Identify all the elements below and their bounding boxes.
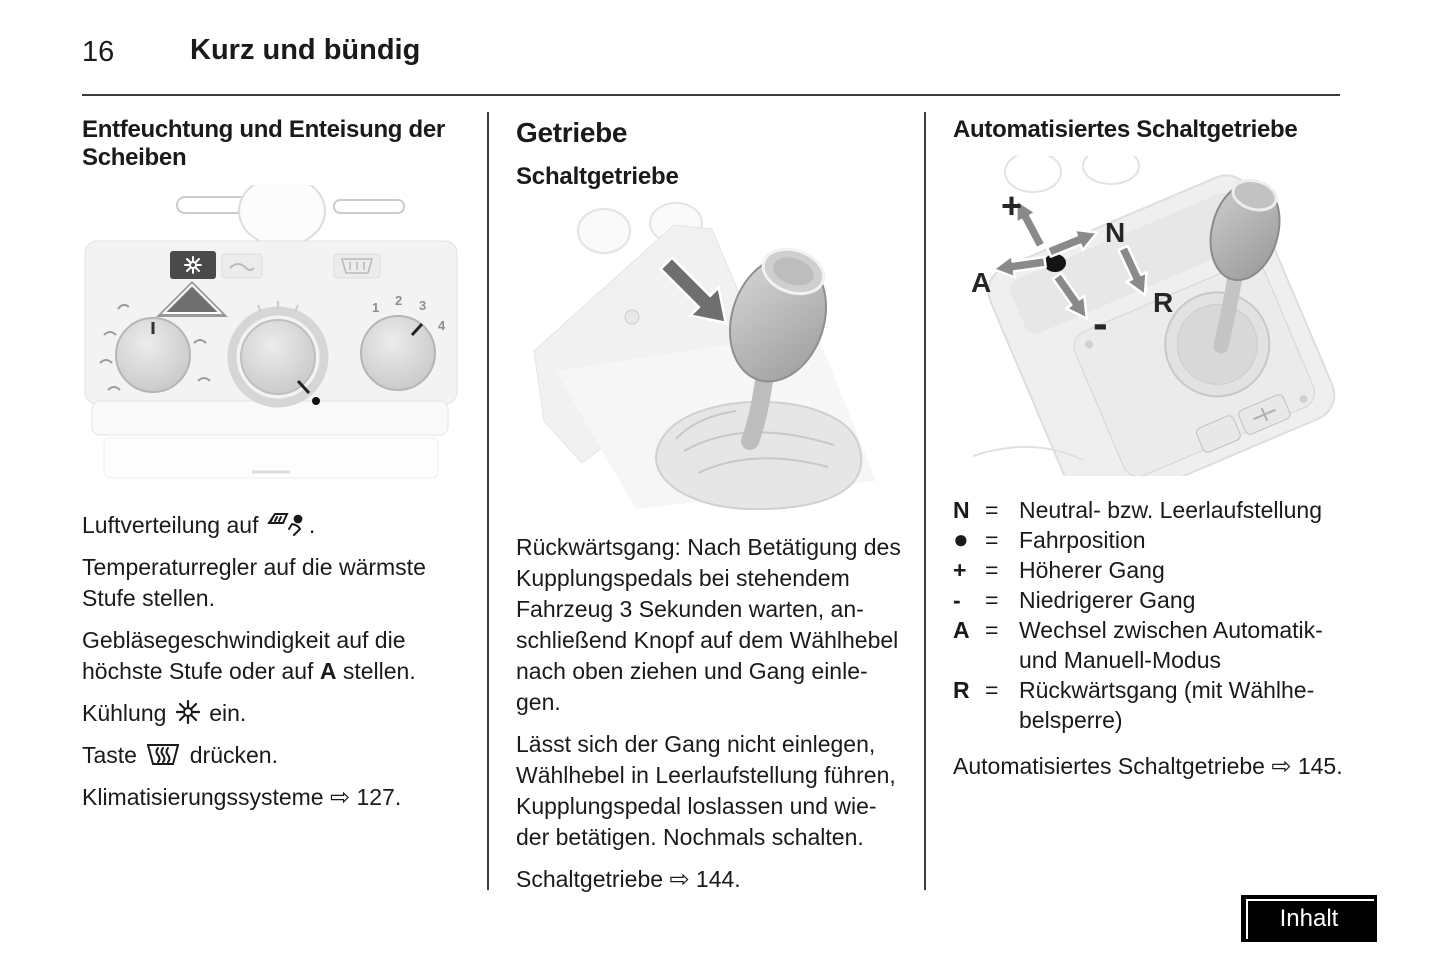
svg-text:3: 3 xyxy=(419,297,427,313)
console-button xyxy=(625,310,639,324)
legend-equals: = xyxy=(985,587,999,614)
instruction-fan-speed xyxy=(82,625,462,687)
legend-equals: = xyxy=(985,497,999,524)
scale-dot xyxy=(312,397,320,405)
section-title: Entfeuchtung und Enteisung der Scheiben xyxy=(82,116,445,172)
section-transmission xyxy=(516,116,902,906)
instruction-text: ein. xyxy=(202,699,247,726)
legend-desc: Neutral- bzw. Leerlaufstellung xyxy=(1019,497,1322,524)
instruction-text: stellen. xyxy=(336,657,416,684)
svg-text:1: 1 xyxy=(372,299,380,315)
page-ref-arrow-icon: ⇨ xyxy=(329,783,351,811)
automated-gearshift-illustration xyxy=(953,156,1343,481)
column-divider xyxy=(487,112,489,890)
page-ref-number[interactable]: 144. xyxy=(689,866,741,893)
page-ref-arrow-icon: ⇨ xyxy=(1271,753,1292,781)
page-ref-arrow-icon: ⇨ xyxy=(669,866,690,894)
legend-equals: = xyxy=(985,557,999,584)
ac-button-snowflake-icon xyxy=(185,257,201,273)
section-defrost-demist xyxy=(82,116,462,824)
chapter-title: Kurz und bündig xyxy=(190,34,421,66)
svg-text:2: 2 xyxy=(395,292,403,308)
legend-equals: = xyxy=(985,677,999,704)
legend-row xyxy=(953,675,1343,735)
legend-equals: = xyxy=(985,617,999,644)
section-title: Automatisiertes Schaltgetriebe xyxy=(953,116,1298,143)
page-ref xyxy=(516,864,902,895)
manual-gearshift-illustration xyxy=(516,201,902,518)
label-neutral: N xyxy=(1105,217,1126,249)
shift-pattern-legend xyxy=(953,495,1343,735)
instruction-text: Taste xyxy=(82,741,144,768)
legend-key: A xyxy=(953,617,970,644)
climate-control-illustration xyxy=(82,185,462,496)
label-auto: A xyxy=(971,267,992,299)
subsection-heading: Schaltgetriebe xyxy=(516,163,679,191)
cooling-snowflake-icon xyxy=(175,699,201,725)
label-reverse: R xyxy=(1153,287,1174,319)
legend-key: R xyxy=(953,677,970,704)
legend-desc: Niedrigerer Gang xyxy=(1019,587,1196,614)
page-ref-number[interactable]: 145. xyxy=(1291,753,1343,780)
header-rule xyxy=(82,94,1340,96)
section-automated-transmission xyxy=(953,116,1343,793)
dash-hump xyxy=(239,185,325,246)
instruction-text: drücken. xyxy=(183,741,278,768)
temperature-knob xyxy=(241,320,315,394)
fan-speed-knob xyxy=(361,316,435,390)
column-divider xyxy=(924,112,926,890)
cupholder xyxy=(578,209,630,253)
dash-vent xyxy=(1083,156,1139,184)
dash-vent-slot xyxy=(334,200,404,213)
page-ref xyxy=(953,751,1343,782)
instruction-text: Kühlung xyxy=(82,699,173,726)
page-ref-text: Automatisiertes Schaltgetriebe xyxy=(953,753,1272,780)
auto-mode-letter: A xyxy=(319,657,337,684)
instruction-text: Gebläsegeschwindigkeit auf die höchste Stufe oder auf xyxy=(82,626,406,684)
instruction-air-distribution xyxy=(82,510,462,541)
air-to-windshield-icon xyxy=(267,511,307,537)
page-ref-text: Schaltgetriebe xyxy=(516,866,670,893)
legend-row xyxy=(953,495,1343,525)
automated-shifter-figure xyxy=(953,156,1343,476)
legend-desc: Höherer Gang xyxy=(1019,557,1165,584)
instruction-defrost-button xyxy=(82,740,462,771)
inhalt-label: Inhalt xyxy=(1279,904,1339,932)
inhalt-button[interactable] xyxy=(1241,895,1377,942)
instruction-temperature: Temperaturregler auf die wärmste Stufe stellen. xyxy=(82,553,426,611)
instruction-text: Luftverteilung auf xyxy=(82,511,265,538)
legend-key: N xyxy=(953,497,970,524)
legend-row xyxy=(953,615,1343,675)
section-heading: Getriebe xyxy=(516,117,628,148)
page-ref-text: Klimatisierungssysteme xyxy=(82,783,330,810)
page-number: 16 xyxy=(82,36,115,68)
legend-key-dot: ● xyxy=(953,524,969,555)
drive-position-dot xyxy=(1044,254,1066,272)
legend-desc: Fahrposition xyxy=(1019,527,1146,554)
instruction-gear-not-engaging: Lässt sich der Gang nicht einlegen, Wählhebel in Leerlaufstellung führen, Kupplungspedal loslassen und wieder betätigen. Nochmals schalten. xyxy=(516,731,896,851)
legend-key: + xyxy=(953,557,967,584)
legend-desc: Wechsel zwischen Automatik- und Manuell-Modus xyxy=(1019,617,1323,674)
page-ref-number[interactable]: 127. xyxy=(350,783,402,810)
legend-desc: Rückwärtsgang (mit Wählhebelsperre) xyxy=(1019,677,1315,734)
instruction-reverse: Rückwärtsgang: Nach Betätigung des Kupplungspedals bei stehendem Fahrzeug 3 Sekunden warten, anschließend Knopf auf dem Wählhebel nach oben ziehen und Gang einlegen. xyxy=(516,534,901,716)
page-ref xyxy=(82,782,462,813)
instruction-text: . xyxy=(308,511,316,538)
label-plus: + xyxy=(1001,185,1023,227)
legend-row xyxy=(953,525,1343,555)
legend-key: - xyxy=(953,587,961,614)
label-minus: - xyxy=(1093,299,1108,349)
legend-row xyxy=(953,555,1343,585)
instruction-cooling xyxy=(82,698,462,729)
climate-panel-figure xyxy=(82,185,460,491)
svg-text:4: 4 xyxy=(438,317,446,333)
gearshift-figure xyxy=(516,201,902,513)
legend-equals: = xyxy=(985,527,999,554)
windshield-defrost-icon xyxy=(145,742,181,767)
legend-row xyxy=(953,585,1343,615)
